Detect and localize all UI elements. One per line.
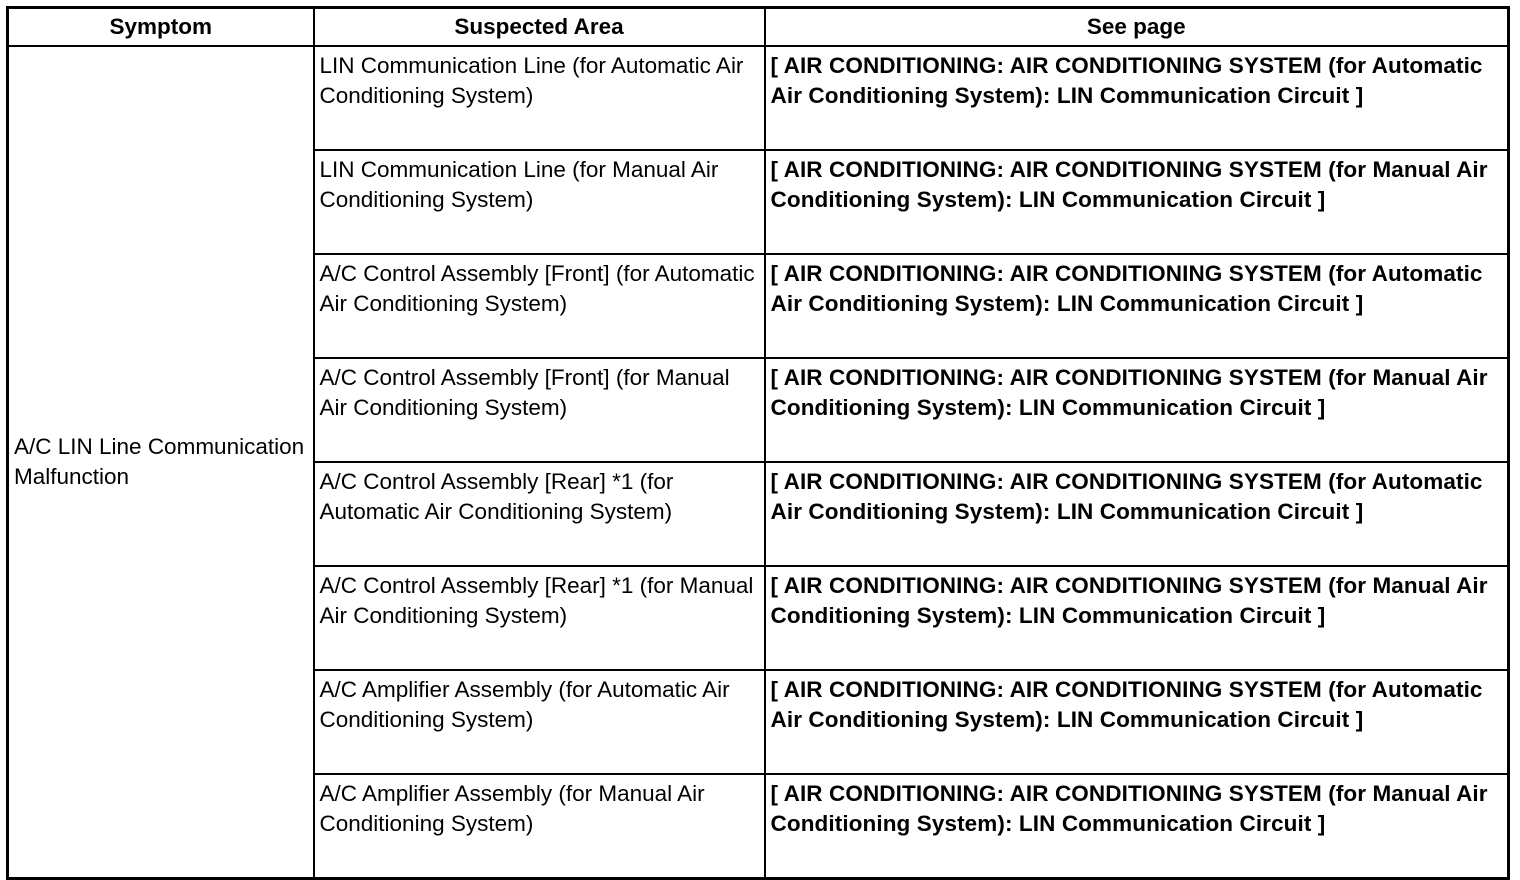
table-row [8, 46, 1509, 150]
see-page-link[interactable]: [ AIR CONDITIONING: AIR CONDITIONING SYSTEM (for Automatic Air Conditioning System): LIN Communication Circuit ] [765, 46, 1509, 150]
suspected-area-cell: LIN Communication Line (for Automatic Air Conditioning System) [314, 46, 765, 150]
suspected-area-cell: A/C Amplifier Assembly (for Automatic Air Conditioning System) [314, 670, 765, 774]
header-symptom: Symptom [8, 8, 314, 47]
see-page-link[interactable]: [ AIR CONDITIONING: AIR CONDITIONING SYSTEM (for Manual Air Conditioning System): LIN Communication Circuit ] [765, 774, 1509, 879]
see-page-link[interactable]: [ AIR CONDITIONING: AIR CONDITIONING SYSTEM (for Manual Air Conditioning System): LIN Communication Circuit ] [765, 358, 1509, 462]
symptom-cell: A/C LIN Line Communication Malfunction [8, 46, 314, 879]
suspected-area-cell: A/C Control Assembly [Front] (for Automatic Air Conditioning System) [314, 254, 765, 358]
suspected-area-cell: A/C Amplifier Assembly (for Manual Air Conditioning System) [314, 774, 765, 879]
see-page-link[interactable]: [ AIR CONDITIONING: AIR CONDITIONING SYSTEM (for Automatic Air Conditioning System): LIN Communication Circuit ] [765, 462, 1509, 566]
see-page-link[interactable]: [ AIR CONDITIONING: AIR CONDITIONING SYSTEM (for Automatic Air Conditioning System): LIN Communication Circuit ] [765, 670, 1509, 774]
see-page-link[interactable]: [ AIR CONDITIONING: AIR CONDITIONING SYSTEM (for Automatic Air Conditioning System): LIN Communication Circuit ] [765, 254, 1509, 358]
see-page-link[interactable]: [ AIR CONDITIONING: AIR CONDITIONING SYSTEM (for Manual Air Conditioning System): LIN Communication Circuit ] [765, 150, 1509, 254]
header-see-page: See page [765, 8, 1509, 47]
problem-symptoms-table [6, 6, 1510, 880]
header-suspected-area: Suspected Area [314, 8, 765, 47]
suspected-area-cell: LIN Communication Line (for Manual Air Conditioning System) [314, 150, 765, 254]
suspected-area-cell: A/C Control Assembly [Rear] *1 (for Manual Air Conditioning System) [314, 566, 765, 670]
suspected-area-cell: A/C Control Assembly [Front] (for Manual Air Conditioning System) [314, 358, 765, 462]
problem-symptoms-table-container [6, 6, 1510, 880]
see-page-link[interactable]: [ AIR CONDITIONING: AIR CONDITIONING SYSTEM (for Manual Air Conditioning System): LIN Communication Circuit ] [765, 566, 1509, 670]
suspected-area-cell: A/C Control Assembly [Rear] *1 (for Automatic Air Conditioning System) [314, 462, 765, 566]
table-header-row [8, 8, 1509, 47]
